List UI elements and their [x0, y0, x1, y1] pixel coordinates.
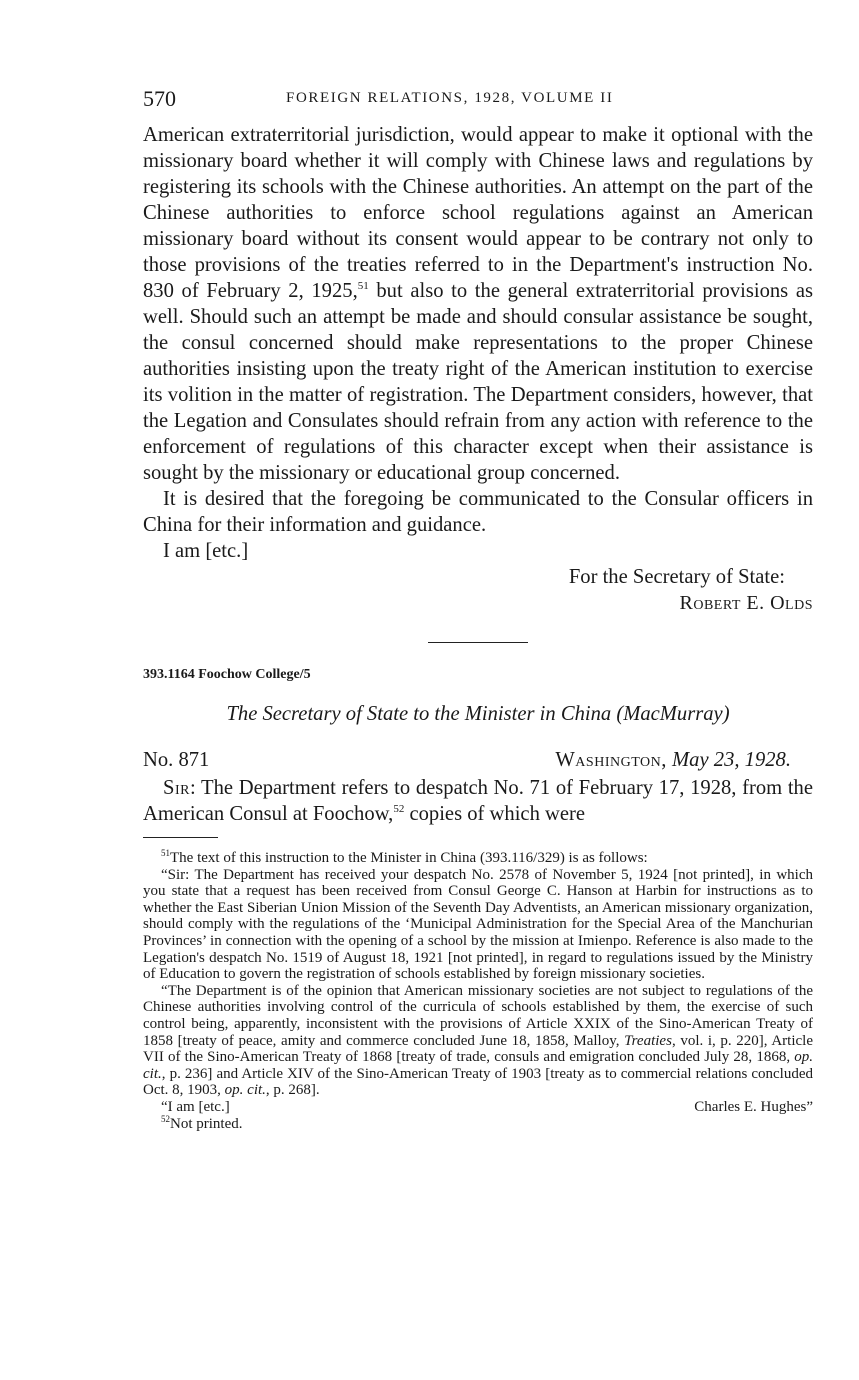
footnote-51-para-2 [143, 983, 813, 1099]
closing-line: I am [etc.] [163, 540, 249, 562]
fn51-opcit-2: op. cit. [224, 1082, 266, 1099]
section-divider [428, 642, 528, 643]
document-meta [143, 747, 813, 775]
signature-line: For the Secretary of State: [568, 566, 785, 588]
running-head: FOREIGN RELATIONS, 1928, VOLUME II [286, 90, 614, 106]
footnote-ref-52[interactable]: 52 [393, 803, 405, 816]
page-number: 570 [143, 86, 176, 111]
letter-opening-paragraph [143, 775, 813, 827]
footnote-51-para-1: “Sir: The Department has received your despatch No. 2578 of November 5, 1924 [not printed], in which you state that a request has been received from Consul George C. Hanson at Harbin for instructions as to whether the East Siberian Union Mission of the Seventh Day Adventists, an American missionary organization, should comply with the regulations of the ‘Municipal Administration for the Special Area of the Manchurian Provinces’ in connection with the opening of a school by the mission at Imienpo. Reference is also made to the Legation's despatch No. 1519 of August 18, 1921 [not printed], in regard to regulations issued by the Ministry of Education to govern the registration of schools established by foreign missionary societies. [143, 866, 813, 983]
footnote-51-marker: 51 [161, 848, 170, 858]
fn51-para2-text-a: “The Department is of the opinion that American missionary societies are not subject to regulations of the Chinese authorities involving control of the curricula of schools established by them, the exercise of such control being, apparently, inconsistent with the provisions of Article XXIX of the Sino-American Treaty of 1858 [treaty of peace, amity and commerce concluded June 18, 1858, Malloy, [143, 982, 813, 1049]
footnote-51-signer: Charles E. Hughes” [694, 1098, 813, 1115]
footnote-ref-51[interactable]: 51 [357, 280, 369, 293]
footnotes [143, 850, 813, 1133]
document-number: No. 871 [143, 749, 210, 771]
document-title: The Secretary of State to the Minister in China (MacMurray) [226, 703, 730, 725]
footnote-divider [143, 837, 218, 838]
fn51-para2-text-c: , p. 236] and Article XIV of the Sino-American Treaty of 1903 [treaty as to commercial relations concluded Oct. 8, 1903, [143, 1065, 813, 1099]
page-header [143, 86, 813, 118]
fn51-treaties: Treaties [624, 1032, 672, 1049]
letter-text-part-2: copies of which were [404, 803, 586, 825]
fn51-para2-text-d: , p. 268]. [265, 1082, 320, 1099]
paragraph-text-part-2: but also to the general extraterritorial provisions as well. Should such an attempt be made and should consular assistance be sought, the consul concerned should make representations to the proper Chinese authorities insisting upon the treaty right of the American institution to exercise its volition in the matter of registration. The Department considers, however, that the Legation and Consulates should refrain from any action with reference to the enforcement of regulations of this character except when their assistance is sought by the missionary or educational group concerned. [143, 280, 813, 484]
footnote-51-intro [143, 850, 813, 867]
document-date: May 23, 1928. [672, 749, 791, 771]
footnote-52-text: Not printed. [170, 1115, 243, 1132]
fn51-para2-text-b: , vol. i, p. 220], Article VII of the Sino-American Treaty of 1868 [treaty of trade, consuls and emigration concluded July 28, 1868, [143, 1032, 813, 1066]
fn51-opcit-1: op. cit. [143, 1049, 813, 1082]
second-paragraph: It is desired that the foregoing be communicated to the Consular officers in China for their information and guidance. [143, 488, 813, 536]
document-place-date [555, 747, 791, 773]
signer-name: Robert E. Olds [679, 592, 813, 614]
paragraph-text-part-1: American extraterritorial jurisdiction, would appear to make it optional with the missionary board whether it will comply with Chinese laws and regulations by registering its schools with the Chinese authorities. An attempt on the part of the Chinese authorities to enforce school regulations against an American missionary board without its consent would appear to be contrary not only to those provisions of the treaties referred to in the Department's instruction No. 830 of February 2, 1925, [143, 124, 813, 302]
document-page [143, 86, 813, 1133]
letter-text-part-1: : The Department refers to despatch No. 71 of February 17, 1928, from the American Consul at Foochow, [143, 777, 813, 825]
footnote-51-signoff [143, 1099, 813, 1116]
footnote-52 [143, 1113, 813, 1133]
salutation: Sir [163, 777, 190, 799]
continued-paragraph [143, 122, 813, 486]
file-reference: 393.1164 Foochow College/5 [143, 667, 311, 682]
footnote-52-marker: 52 [161, 1113, 170, 1124]
document-place: Washington, [555, 749, 667, 771]
footnote-51-closing: “I am [etc.] [161, 1098, 230, 1115]
footnote-51-intro-text: The text of this instruction to the Minister in China (393.116/329) is as follows: [170, 850, 648, 866]
